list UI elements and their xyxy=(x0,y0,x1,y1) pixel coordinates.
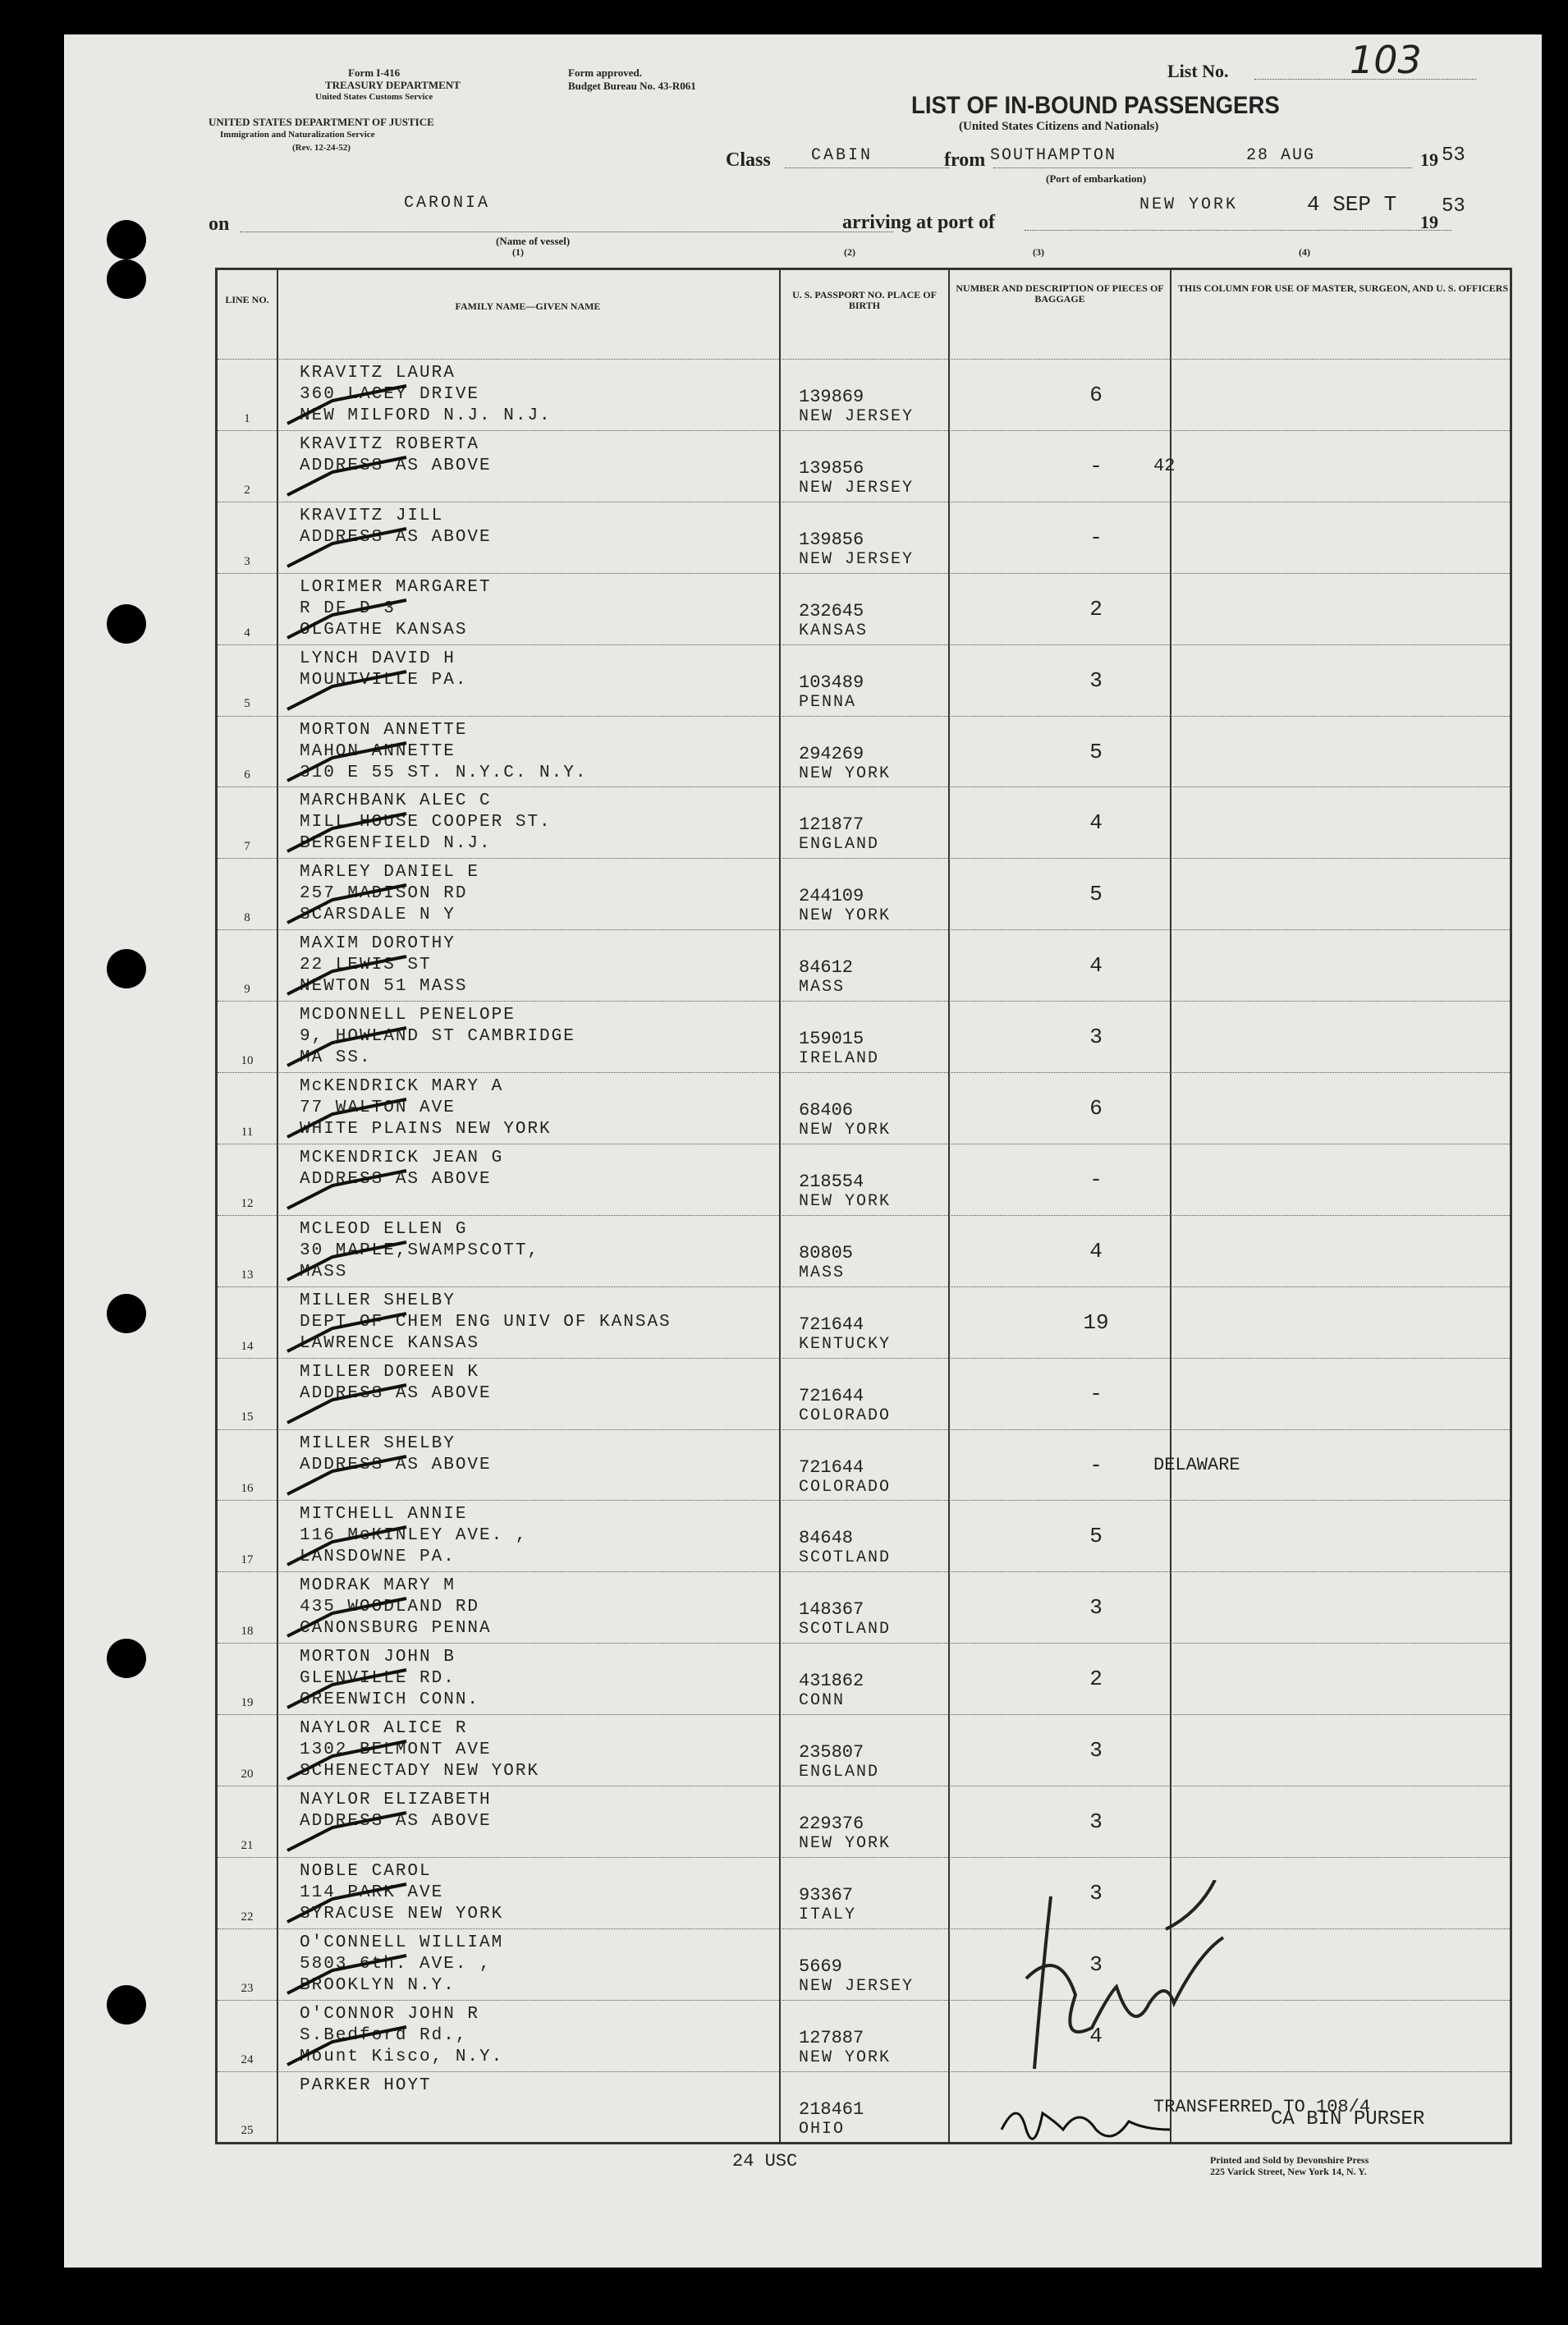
table-row xyxy=(218,1286,1510,1359)
address-line-2: SCARSDALE N Y xyxy=(300,906,456,925)
family-given-name: MARCHBANK ALEC C xyxy=(300,791,492,811)
line-number: 1 xyxy=(244,411,250,425)
line-number: 19 xyxy=(241,1696,254,1710)
place-of-birth: KENTUCKY xyxy=(799,1334,892,1354)
table-row xyxy=(218,502,1510,574)
punch-hole xyxy=(107,604,146,644)
passport-number: 93367 xyxy=(799,1884,854,1905)
address-line-1: 5803 6th. AVE. , xyxy=(300,1954,492,1974)
address-line-2: SCHENECTADY NEW YORK xyxy=(300,1762,540,1782)
place-of-birth: NEW YORK xyxy=(799,1834,892,1853)
punch-hole xyxy=(107,1985,146,2025)
on-label: on xyxy=(209,213,230,235)
family-given-name: KRAVITZ LAURA xyxy=(300,364,456,383)
baggage-count: 3 xyxy=(1089,1738,1103,1763)
class-label: Class xyxy=(726,149,771,171)
family-given-name: MILLER SHELBY xyxy=(300,1433,456,1453)
place-of-birth: IRELAND xyxy=(799,1049,880,1069)
baggage-count: 6 xyxy=(1089,383,1103,407)
col-name: FAMILY NAME—GIVEN NAME xyxy=(455,300,601,312)
baggage-count: 4 xyxy=(1089,810,1103,836)
line-number: 24 xyxy=(241,2052,254,2066)
address-line-1: ADDRESS AS ABOVE xyxy=(300,527,492,547)
budget-bureau: Budget Bureau No. 43-R061 xyxy=(568,80,696,92)
punch-hole xyxy=(107,1639,146,1678)
usc-note: 24 USC xyxy=(732,2151,798,2171)
address-line-1: MAHON ANNETTE xyxy=(300,741,456,761)
place-of-birth: PENNA xyxy=(799,692,857,712)
baggage-count: - xyxy=(1089,1452,1103,1478)
line-number: 14 xyxy=(241,1339,254,1353)
from-value: SOUTHAMPTON xyxy=(990,146,1117,165)
passport-number: 232645 xyxy=(799,600,864,621)
line-number: 20 xyxy=(241,1767,254,1781)
passport-number: 218461 xyxy=(799,2098,864,2120)
place-of-birth: NEW JERSEY xyxy=(799,478,915,498)
passenger-name-address xyxy=(300,862,759,926)
printer-address: 225 Varick Street, New York 14, N. Y. xyxy=(1210,2166,1367,2177)
table-row xyxy=(218,1857,1510,1929)
family-given-name: MAXIM DOROTHY xyxy=(300,934,456,954)
passport-number: 294269 xyxy=(799,743,864,764)
table-row xyxy=(218,2000,1510,2072)
table-row xyxy=(218,929,1510,1002)
page-title: LIST OF IN-BOUND PASSENGERS xyxy=(911,92,1280,119)
passenger-name-address xyxy=(300,1219,759,1283)
col4-number: (4) xyxy=(1299,246,1310,258)
address-line-2: CANONSBURG PENNA xyxy=(300,1619,492,1639)
embark-year: 53 xyxy=(1442,144,1465,167)
place-of-birth: NEW YORK xyxy=(799,764,892,783)
address-line-2: BROOKLYN N.Y. xyxy=(300,1975,456,1995)
passport-number: 431862 xyxy=(799,1671,864,1692)
place-of-birth: ENGLAND xyxy=(799,1763,880,1782)
table-row xyxy=(218,1643,1510,1715)
passenger-name-address xyxy=(300,2075,759,2097)
line-number: 17 xyxy=(241,1553,254,1567)
baggage-count: 3 xyxy=(1089,667,1103,693)
place-of-birth: COLORADO xyxy=(799,1406,892,1425)
passenger-name-address xyxy=(300,2004,759,2068)
passport-number: 127887 xyxy=(799,2027,864,2048)
passport-number: 139869 xyxy=(799,387,864,407)
family-given-name: MCKENDRICK JEAN G xyxy=(300,1148,504,1167)
address-line-2: 310 E 55 ST. N.Y.C. N.Y. xyxy=(300,763,588,782)
baggage-count: 5 xyxy=(1089,1524,1103,1549)
place-of-birth: NEW YORK xyxy=(799,1121,892,1140)
passport-number: 84648 xyxy=(799,1528,854,1549)
col-officers: THIS COLUMN FOR USE OF MASTER, SURGEON, AND U. S. OFFICERS xyxy=(1177,282,1509,294)
address-line-1: 9, HOWLAND ST CAMBRIDGE xyxy=(300,1027,575,1047)
address-line-2: OLGATHE KANSAS xyxy=(300,620,468,640)
place-of-birth: MASS xyxy=(799,978,846,997)
baggage-count: 5 xyxy=(1089,882,1103,907)
address-line-2: NEWTON 51 MASS xyxy=(300,977,468,997)
baggage-count: 19 xyxy=(1083,1309,1109,1335)
passport-number: 721644 xyxy=(799,1456,864,1478)
family-given-name: MILLER SHELBY xyxy=(300,1291,456,1310)
embark-year-prefix: 19 xyxy=(1420,149,1438,170)
line-number: 15 xyxy=(241,1410,254,1424)
place-of-birth: NEW JERSEY xyxy=(799,1976,915,1996)
table-row xyxy=(218,644,1510,717)
baggage-count: 4 xyxy=(1089,953,1103,979)
line-number: 7 xyxy=(244,840,250,854)
line-number: 25 xyxy=(241,2124,254,2138)
table-row xyxy=(218,573,1510,645)
line-number: 18 xyxy=(241,1625,254,1639)
form-approved: Form approved. xyxy=(568,66,643,79)
officer-note: 42 xyxy=(1153,455,1176,476)
family-given-name: NAYLOR ALICE R xyxy=(300,1719,468,1739)
passenger-name-address xyxy=(300,1005,759,1069)
passport-number: 721644 xyxy=(799,1314,864,1335)
family-given-name: MCLEOD ELLEN G xyxy=(300,1219,468,1239)
line-number: 2 xyxy=(244,483,250,497)
baggage-count: - xyxy=(1089,1381,1103,1406)
family-given-name: O'CONNELL WILLIAM xyxy=(300,1933,504,1952)
address-line-2: MASS xyxy=(300,1262,348,1282)
passenger-name-address xyxy=(300,1362,759,1405)
baggage-count: 4 xyxy=(1089,1238,1103,1263)
address-line-1: 77 WALTON AVE xyxy=(300,1098,456,1117)
passenger-name-address xyxy=(300,720,759,784)
baggage-count: 5 xyxy=(1089,739,1103,764)
col1-number: (1) xyxy=(512,246,524,258)
embark-caption: (Port of embarkation) xyxy=(1046,172,1147,185)
table-row xyxy=(218,716,1510,788)
baggage-count: 2 xyxy=(1089,1667,1103,1692)
table-row xyxy=(218,1144,1510,1216)
form-number: Form I-416 xyxy=(348,66,401,79)
punch-hole xyxy=(107,259,146,299)
baggage-count: 3 xyxy=(1089,1809,1103,1834)
address-line-1: MILL HOUSE COOPER ST. xyxy=(300,813,552,832)
col3-number: (3) xyxy=(1033,246,1044,258)
table-row xyxy=(218,1714,1510,1786)
line-number: 8 xyxy=(244,911,250,925)
family-given-name: O'CONNOR JOHN R xyxy=(300,2004,480,2024)
passenger-name-address xyxy=(300,1790,759,1832)
line-number: 3 xyxy=(244,554,250,568)
place-of-birth: NEW JERSEY xyxy=(799,407,915,426)
arrival-date: 4 SEP T xyxy=(1307,192,1397,217)
address-line-2: MA SS. xyxy=(300,1048,372,1068)
address-line-2: LAWRENCE KANSAS xyxy=(300,1333,480,1353)
table-row xyxy=(218,1001,1510,1073)
table-row xyxy=(218,2071,1510,2144)
place-of-birth: COLORADO xyxy=(799,1477,892,1497)
passenger-name-address xyxy=(300,1933,759,1997)
passenger-name-address xyxy=(300,1575,759,1639)
address-line-2: GREENWICH CONN. xyxy=(300,1690,480,1710)
address-line-1: GLENVILLE RD. xyxy=(300,1669,456,1689)
table-row xyxy=(218,786,1510,859)
table-row xyxy=(218,359,1510,431)
address-line-1: 114 PARK AVE xyxy=(300,1882,444,1902)
address-line-2: Mount Kisco, N.Y. xyxy=(300,2047,504,2066)
address-line-1: 257 MADISON RD xyxy=(300,884,468,904)
family-given-name: LORIMER MARGARET xyxy=(300,577,492,597)
line-number: 12 xyxy=(241,1196,254,1210)
baggage-count: 3 xyxy=(1089,1880,1103,1905)
address-line-1: ADDRESS AS ABOVE xyxy=(300,1812,492,1831)
purser-label: CA BIN PURSER xyxy=(1271,2108,1425,2130)
passport-number: 103489 xyxy=(799,672,864,693)
table-row xyxy=(218,1928,1510,2001)
page-subtitle: (United States Citizens and Nationals) xyxy=(959,120,1159,133)
arrival-year: 53 xyxy=(1442,195,1465,218)
line-number: 13 xyxy=(241,1268,254,1282)
address-line-1: 435 WOODLAND RD xyxy=(300,1598,480,1617)
address-line-1: 30 MAPLE,SWAMPSCOTT, xyxy=(300,1240,540,1260)
ins-label: Immigration and Naturalization Service xyxy=(220,130,375,140)
table-row xyxy=(218,1358,1510,1430)
place-of-birth: NEW YORK xyxy=(799,906,892,926)
place-of-birth: NEW YORK xyxy=(799,2048,892,2067)
family-given-name: McKENDRICK MARY A xyxy=(300,1077,504,1096)
place-of-birth: NEW JERSEY xyxy=(799,549,915,569)
address-line-1: ADDRESS AS ABOVE xyxy=(300,456,492,475)
table-row xyxy=(218,1215,1510,1287)
passport-number: 80805 xyxy=(799,1242,854,1263)
passenger-name-address xyxy=(300,577,759,641)
passenger-name-address xyxy=(300,1076,759,1140)
passenger-name-address xyxy=(300,363,759,427)
address-line-2: BERGENFIELD N.J. xyxy=(300,834,492,854)
passport-number: 139856 xyxy=(799,457,864,479)
passenger-name-address xyxy=(300,1148,759,1190)
rev-label: (Rev. 12-24-52) xyxy=(292,143,351,153)
address-line-1: R DF D 3 xyxy=(300,598,396,618)
passport-number: 84612 xyxy=(799,957,854,979)
baggage-count: - xyxy=(1089,525,1103,550)
passenger-name-address xyxy=(300,1291,759,1355)
punch-hole xyxy=(107,1294,146,1333)
family-given-name: MODRAK MARY M xyxy=(300,1576,456,1596)
family-given-name: MORTON ANNETTE xyxy=(300,720,468,740)
place-of-birth: MASS xyxy=(799,1263,846,1282)
line-number: 23 xyxy=(241,1981,254,1995)
line-number: 5 xyxy=(244,697,250,711)
place-of-birth: NEW YORK xyxy=(799,1191,892,1211)
address-line-1: ADDRESS AS ABOVE xyxy=(300,1169,492,1189)
passenger-name-address xyxy=(300,933,759,997)
family-given-name: NAYLOR ELIZABETH xyxy=(300,1791,492,1809)
family-given-name: MILLER DOREEN K xyxy=(300,1362,480,1382)
passport-number: 121877 xyxy=(799,814,864,836)
line-number: 10 xyxy=(241,1053,254,1067)
address-line-1: 1302 BELMONT AVE xyxy=(300,1740,492,1760)
line-number: 21 xyxy=(241,1838,254,1852)
passport-number: 5669 xyxy=(799,1956,842,1977)
passenger-name-address xyxy=(300,649,759,691)
passport-number: 159015 xyxy=(799,1029,864,1050)
baggage-count: 4 xyxy=(1089,2023,1103,2048)
family-given-name: KRAVITZ ROBERTA xyxy=(300,434,480,454)
line-number: 11 xyxy=(241,1125,254,1139)
address-line-2: NEW MILFORD N.J. N.J. xyxy=(300,406,552,425)
place-of-birth: SCOTLAND xyxy=(799,1620,892,1639)
address-line-2: WHITE PLAINS NEW YORK xyxy=(300,1120,552,1139)
family-given-name: PARKER HOYT xyxy=(300,2075,432,2095)
passenger-name-address xyxy=(300,1647,759,1711)
doj-label: UNITED STATES DEPARTMENT OF JUSTICE xyxy=(209,116,434,128)
table-row xyxy=(218,1072,1510,1144)
table-row xyxy=(218,1786,1510,1858)
address-line-2: SYRACUSE NEW YORK xyxy=(300,1904,504,1924)
passenger-name-address xyxy=(300,506,759,548)
passport-number: 218554 xyxy=(799,1171,864,1192)
place-of-birth: OHIO xyxy=(799,2119,846,2139)
from-label: from xyxy=(944,149,986,171)
address-line-1: 116 McKINLEY AVE. , xyxy=(300,1526,528,1546)
passport-number: 148367 xyxy=(799,1599,864,1621)
arrival-year-prefix: 19 xyxy=(1420,212,1438,232)
passport-number: 229376 xyxy=(799,1814,864,1834)
place-of-birth: ITALY xyxy=(799,1905,857,1924)
address-line-1: ADDRESS AS ABOVE xyxy=(300,1455,492,1474)
punch-hole xyxy=(107,949,146,988)
table-row xyxy=(218,1571,1510,1644)
baggage-count: - xyxy=(1089,453,1103,479)
table-row xyxy=(218,1429,1510,1502)
address-line-1: 22 LEWIS ST xyxy=(300,956,432,975)
printer-name: Printed and Sold by Devonshire Press xyxy=(1210,2154,1369,2166)
line-number: 4 xyxy=(244,626,250,640)
class-value: CABIN xyxy=(811,146,873,165)
family-given-name: NOBLE CAROL xyxy=(300,1861,432,1881)
treasury-label: TREASURY DEPARTMENT xyxy=(325,79,461,91)
officer-note: TRANSFERRED TO 108/4 xyxy=(1153,2096,1371,2117)
vessel-name: CARONIA xyxy=(404,194,491,213)
family-given-name: KRAVITZ JILL xyxy=(300,506,444,525)
baggage-count: 3 xyxy=(1089,1951,1103,1977)
line-number: 22 xyxy=(241,1910,254,1924)
list-no-value: 103 xyxy=(1350,38,1422,82)
address-line-2: LANSDOWNE PA. xyxy=(300,1548,456,1567)
baggage-count: 2 xyxy=(1089,596,1103,621)
place-of-birth: ENGLAND xyxy=(799,835,880,855)
passenger-name-address xyxy=(300,791,759,855)
list-no-label: List No. xyxy=(1167,61,1229,81)
address-line-1: MOUNTVILLE PA. xyxy=(300,670,468,690)
line-number: 9 xyxy=(244,983,250,997)
passenger-name-address xyxy=(300,1433,759,1476)
table-row xyxy=(218,430,1510,502)
purser-signature xyxy=(993,2097,1240,2146)
address-line-1: ADDRESS AS ABOVE xyxy=(300,1383,492,1403)
line-number: 16 xyxy=(241,1482,254,1496)
address-line-1: 360 LACEY DRIVE xyxy=(300,385,480,404)
baggage-count: 3 xyxy=(1089,1595,1103,1621)
passenger-name-address xyxy=(300,1504,759,1568)
passenger-name-address xyxy=(300,1861,759,1925)
address-line-1: S.Bedford Rd., xyxy=(300,2025,468,2045)
col2-number: (2) xyxy=(844,246,855,258)
port-name: NEW YORK xyxy=(1139,195,1239,214)
col-line-no: LINE NO. xyxy=(225,294,269,305)
col-baggage: NUMBER AND DESCRIPTION OF PIECES OF BAGGAGE xyxy=(956,282,1164,305)
arriving-label: arriving at port of xyxy=(842,212,995,233)
passport-number: 235807 xyxy=(799,1742,864,1763)
family-given-name: MCDONNELL PENELOPE xyxy=(300,1006,516,1025)
line-number: 6 xyxy=(244,768,250,782)
passport-number: 68406 xyxy=(799,1100,854,1121)
address-line-1: DEPT OF CHEM ENG UNIV OF KANSAS xyxy=(300,1312,672,1332)
embark-date: 28 AUG xyxy=(1246,146,1316,165)
passenger-table xyxy=(215,268,1512,2144)
place-of-birth: CONN xyxy=(799,1691,846,1711)
officer-note: DELAWARE xyxy=(1153,1454,1240,1475)
baggage-count: 3 xyxy=(1089,1025,1103,1050)
vessel-caption: (Name of vessel) xyxy=(496,235,571,247)
passport-number: 139856 xyxy=(799,529,864,550)
passenger-name-address xyxy=(300,1718,759,1782)
col-passport: U. S. PASSPORT NO. PLACE OF BIRTH xyxy=(792,289,937,311)
customs-label: United States Customs Service xyxy=(315,92,433,102)
passenger-name-address xyxy=(300,434,759,477)
table-row xyxy=(218,1500,1510,1572)
passport-number: 244109 xyxy=(799,886,864,907)
family-given-name: MITCHELL ANNIE xyxy=(300,1505,468,1525)
baggage-count: - xyxy=(1089,1167,1103,1192)
official-signature xyxy=(1002,1880,1314,2077)
family-given-name: MARLEY DANIEL E xyxy=(300,863,480,883)
family-given-name: MORTON JOHN B xyxy=(300,1648,456,1667)
place-of-birth: SCOTLAND xyxy=(799,1548,892,1568)
baggage-count: 6 xyxy=(1089,1096,1103,1121)
family-given-name: LYNCH DAVID H xyxy=(300,649,456,668)
passport-number: 721644 xyxy=(799,1385,864,1406)
place-of-birth: KANSAS xyxy=(799,621,869,640)
punch-hole xyxy=(107,220,146,259)
table-row xyxy=(218,858,1510,930)
